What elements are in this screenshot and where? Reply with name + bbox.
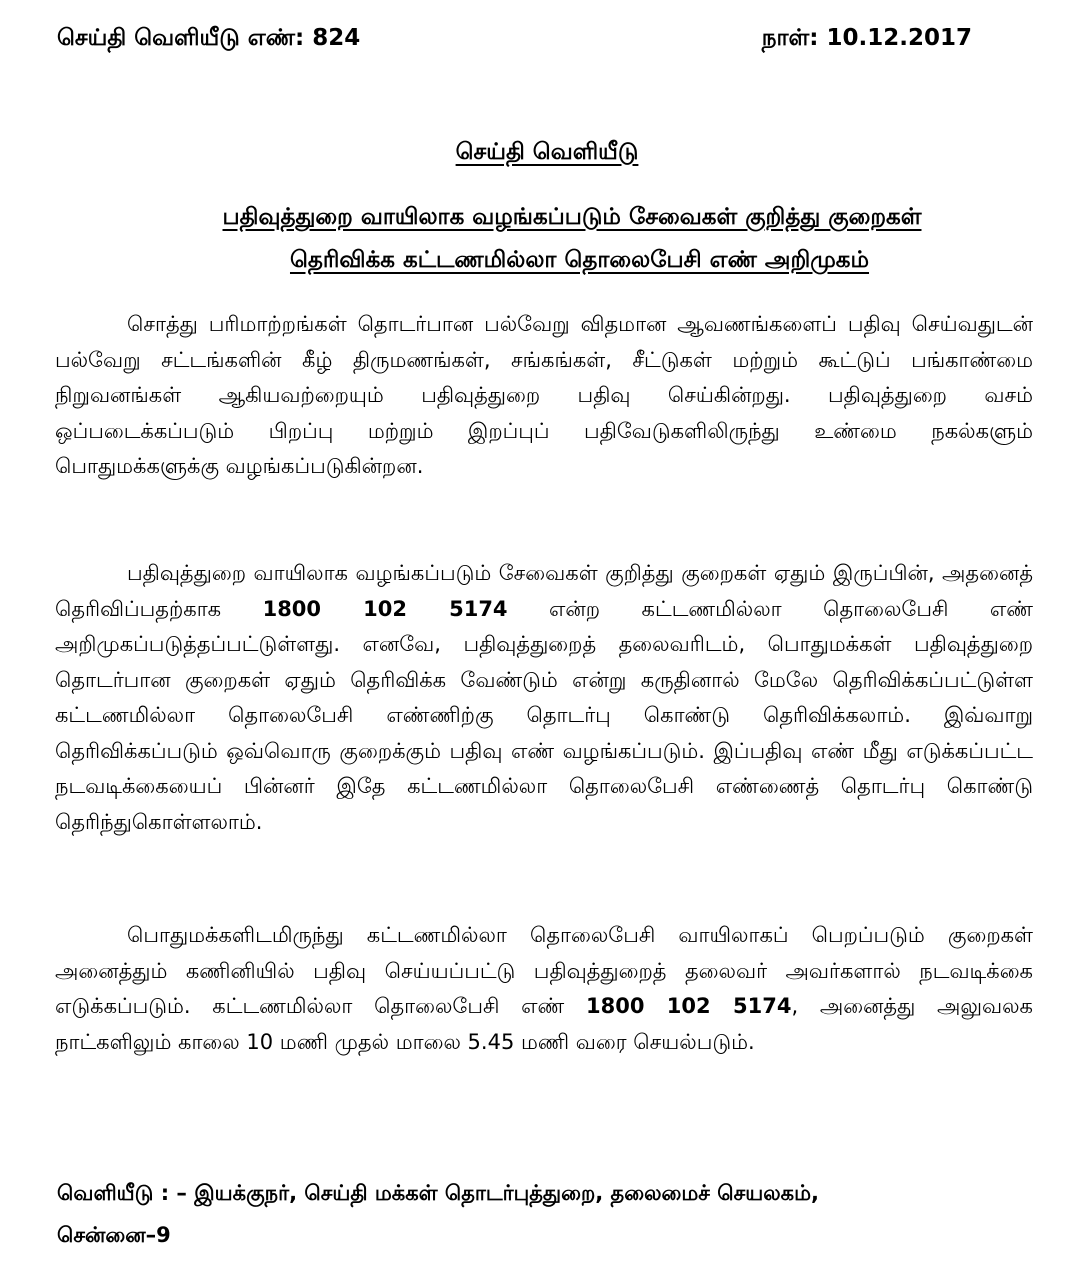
release-line-1: வெளியீடு : – இயக்குநர், செய்தி மக்கள் தொடர்புத்துறை, தலைமைச் செயலகம்,: [57, 1181, 819, 1205]
release-date: நாள்: 10.12.2017: [761, 25, 972, 51]
paragraph-2: [55, 556, 1033, 840]
subtitle-line-1: பதிவுத்துறை வாயிலாக வழங்கப்படும் சேவைகள் குறித்து குறைகள்: [222, 204, 922, 230]
paragraph-3: [55, 918, 1033, 1060]
header-row: [57, 18, 972, 58]
paragraph-2-part-a: பதிவுத்துறை வாயிலாக வழங்கப்படும் சேவைகள் குறித்து குறைகள் ஏதும் இருப்பின், அதனைத் தெரிவிப்பதற்காக: [55, 561, 1033, 621]
release-footer: [57, 1172, 1035, 1256]
paragraph-2-part-b: என்ற கட்டணமில்லா தொலைபேசி எண் அறிமுகப்படுத்தப்பட்டுள்ளது. எனவே, பதிவுத்துறைத் தலைவரிடம், பொதுமக்கள் பதிவுத்துறை தொடர்பான குறைகள் ஏதும் தெரிவிக்க வேண்டும் என்று கருதினால் மேலே தெரிவிக்கப்பட்டுள்ள கட்டணமில்லா தொலைபேசி எண்ணிற்கு தொடர்பு கொண்டு தெரிவிக்கலாம். இவ்வாறு தெரிவிக்கப்படும் ஒவ்வொரு குறைக்கும் பதிவு எண் வழங்கப்படும். இப்பதிவு எண் மீது எடுக்கப்பட்ட நடவடிக்கையைப் பின்னர் இதே கட்டணமில்லா தொலைபேசி எண்ணைத் தொடர்பு கொண்டு தெரிந்துகொள்ளலாம்.: [55, 596, 1033, 834]
paragraph-3-part-b: , அனைத்து அலுவலக நாட்களிலும் காலை 10 மணி முதல் மாலை 5.45 மணி வரை செயல்படும்.: [55, 994, 1033, 1054]
subtitle: [60, 196, 1067, 282]
paragraph-3-part-a: பொதுமக்களிடமிருந்து கட்டணமில்லா தொலைபேசி வாயிலாகப் பெறப்படும் குறைகள் அனைத்தும் கணினியில் பதிவு செய்யப்பட்டு பதிவுத்துறைத் தலைவர் அவர்களால் நடவடிக்கை எடுக்கப்படும். கட்டணமில்லா தொலைபேசி எண்: [55, 923, 1033, 1018]
subtitle-line-2: தெரிவிக்க கட்டணமில்லா தொலைபேசி எண் அறிமுகம்: [289, 247, 870, 273]
release-line-2: சென்னை–9: [57, 1223, 171, 1247]
release-number: செய்தி வெளியீடு எண்: 824: [57, 25, 361, 51]
toll-free-number-repeat: 1800 102 5174: [585, 994, 792, 1018]
paragraph-1: சொத்து பரிமாற்றங்கள் தொடர்பான பல்வேறு விதமான ஆவணங்களைப் பதிவு செய்வதுடன் பல்வேறு சட்டங்களின் கீழ் திருமணங்கள், சங்கங்கள், சீட்டுகள் மற்றும் கூட்டுப் பங்காண்மை நிறுவனங்கள் ஆகியவற்றையும் பதிவுத்துறை பதிவு செய்கின்றது. பதிவுத்துறை வசம் ஒப்படைக்கப்படும் பிறப்பு மற்றும் இறப்புப் பதிவேடுகளிலிருந்து உண்மை நகல்களும் பொதுமக்களுக்கு வழங்கப்படுகின்றன.: [55, 312, 1033, 478]
page-title: செய்தி வெளியீடு: [455, 139, 639, 165]
toll-free-number: 1800 102 5174: [262, 596, 508, 621]
